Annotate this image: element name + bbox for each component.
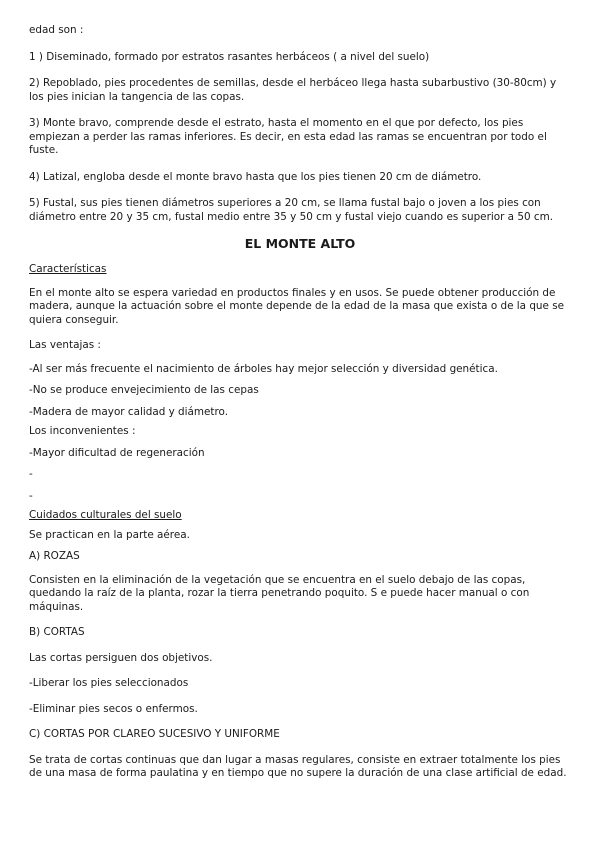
cortas-text: Las cortas persiguen dos objetivos. bbox=[29, 651, 213, 664]
stage-1-paragraph: 1 ) Diseminado, formado por estratos rasantes herbáceos ( a nivel del suelo) bbox=[29, 50, 430, 63]
stage-2-paragraph: 2) Repoblado, pies procedentes de semillas, desde el herbáceo llega hasta subarbustivo (30-80cm) y los pies inician la tangencia de las copas. bbox=[29, 77, 557, 103]
rozas-heading: A) ROZAS bbox=[29, 550, 80, 562]
disadvantage-item: - bbox=[29, 468, 33, 480]
soil-care-heading: Cuidados culturales del suelo bbox=[29, 509, 182, 521]
advantage-item: -No se produce envejecimiento de las cepas bbox=[29, 384, 259, 396]
document-page bbox=[29, 24, 571, 781]
characteristics-paragraph: En el monte alto se espera variedad en productos finales y en usos. Se puede obtener producción de madera, aunque la actuación sobre el monte depende de la edad de la masa que exista o de la que se quiera conseguir. bbox=[29, 286, 565, 326]
cortas-item: -Eliminar pies secos o enfermos. bbox=[29, 702, 198, 715]
advantage-item: -Madera de mayor calidad y diámetro. bbox=[29, 405, 228, 418]
advantage-item: -Al ser más frecuente el nacimiento de árboles hay mejor selección y diversidad genética. bbox=[29, 362, 498, 375]
disadvantages-heading: Los inconvenientes : bbox=[29, 425, 136, 437]
clareo-heading: C) CORTAS POR CLAREO SUCESIVO Y UNIFORME bbox=[29, 728, 280, 740]
disadvantage-item: - bbox=[29, 489, 33, 502]
stage-5-paragraph: 5) Fustal, sus pies tienen diámetros superiores a 20 cm, se llama fustal bajo o joven a los pies con diámetro entre 20 y 35 cm, fustal medio entre 35 y 50 cm y fustal viejo cuando es superior a 50 cm. bbox=[29, 197, 553, 223]
disadvantage-item: -Mayor dificultad de regeneración bbox=[29, 446, 205, 459]
intro-text: edad son : bbox=[29, 24, 84, 36]
stage-4-paragraph: 4) Latizal, engloba desde el monte bravo hasta que los pies tienen 20 cm de diámetro. bbox=[29, 170, 482, 183]
section-title: EL MONTE ALTO bbox=[244, 236, 356, 251]
cortas-heading: B) CORTAS bbox=[29, 626, 85, 638]
cortas-item: -Liberar los pies seleccionados bbox=[29, 677, 189, 689]
rozas-paragraph: Consisten en la eliminación de la vegetación que se encuentra en el suelo debajo de las copas, quedando la raíz de la planta, rozar la tierra penetrando poquito. S e puede hacer manual o con máquinas. bbox=[29, 573, 530, 613]
clareo-paragraph: Se trata de cortas continuas que dan lugar a masas regulares, consiste en extraer totalmente los pies de una masa de forma paulatina y en tiempo que no supere la duración de una clase artificial de edad. bbox=[29, 753, 567, 779]
soil-care-text: Se practican en la parte aérea. bbox=[29, 528, 190, 541]
advantages-heading: Las ventajas : bbox=[29, 339, 101, 351]
stage-3-paragraph: 3) Monte bravo, comprende desde el estrato, hasta el momento en el que por defecto, los pies empiezan a perder las ramas inferiores. Es decir, en esta edad las ramas se encuentran por todo el fuste. bbox=[29, 117, 547, 156]
characteristics-heading: Características bbox=[29, 263, 107, 275]
